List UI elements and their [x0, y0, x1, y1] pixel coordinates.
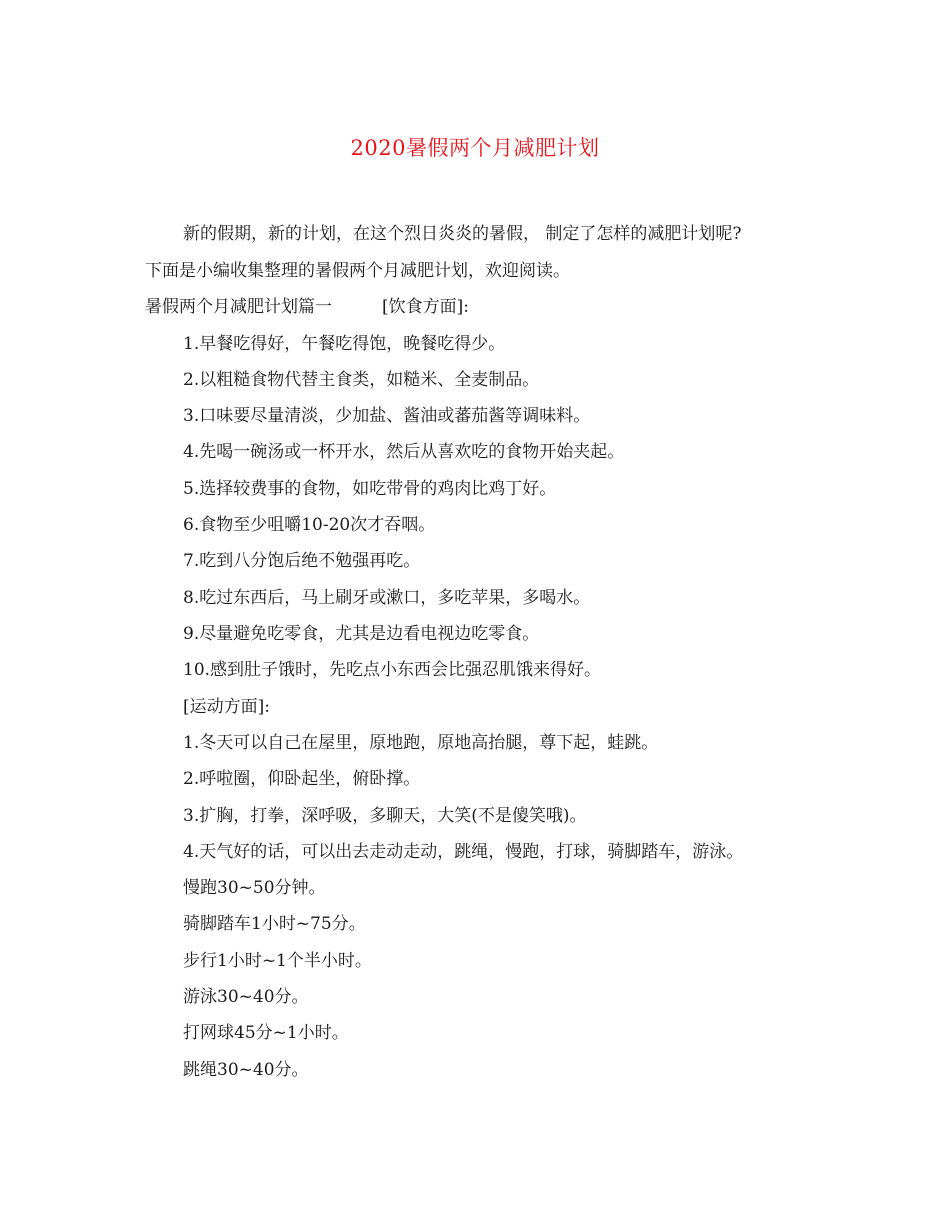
diet-item: 10.感到肚子饿时，先吃点小东西会比强忍肌饿来得好。 — [183, 660, 602, 680]
diet-item: 8.吃过东西后，马上刷牙或漱口，多吃苹果，多喝水。 — [183, 588, 591, 608]
diet-item: 3.口味要尽量清淡，少加盐、酱油或蕃茄酱等调味料。 — [183, 406, 591, 426]
document-title: 2020暑假两个月减肥计划 — [350, 136, 600, 160]
duration-item: 慢跑30~50分钟。 — [183, 878, 326, 898]
exercise-item: 1.冬天可以自己在屋里，原地跑，原地高抬腿，尊下起，蛙跳。 — [183, 733, 659, 753]
intro-paragraph-line-2: 下面是小编收集整理的暑假两个月减肥计划，欢迎阅读。 — [145, 261, 570, 281]
duration-item: 步行1小时~1个半小时。 — [183, 951, 372, 971]
duration-item: 骑脚踏车1小时~75分。 — [183, 914, 366, 934]
exercise-heading: [运动方面]: — [183, 697, 270, 717]
exercise-item: 4.天气好的话，可以出去走动走动，跳绳，慢跑，打球，骑脚踏车，游泳。 — [183, 842, 744, 862]
diet-item: 5.选择较费事的食物，如吃带骨的鸡肉比鸡丁好。 — [183, 479, 557, 499]
intro-paragraph-line-1: 新的假期，新的计划，在这个烈日炎炎的暑假， 制定了怎样的减肥计划呢? — [183, 224, 742, 244]
duration-item: 游泳30~40分。 — [183, 987, 309, 1007]
diet-item: 1.早餐吃得好，午餐吃得饱，晚餐吃得少。 — [183, 334, 506, 354]
exercise-item: 3.扩胸，打拳，深呼吸，多聊天，大笑(不是傻笑哦)。 — [183, 806, 587, 826]
section-heading-row — [145, 295, 469, 319]
diet-item: 6.食物至少咀嚼10-20次才吞咽。 — [183, 515, 436, 535]
section-heading: 暑假两个月减肥计划篇一 — [145, 297, 332, 317]
diet-item: 2.以粗糙食物代替主食类，如糙米、全麦制品。 — [183, 370, 540, 390]
duration-item: 跳绳30~40分。 — [183, 1060, 309, 1080]
diet-item: 9.尽量避免吃零食，尤其是边看电视边吃零食。 — [183, 624, 540, 644]
exercise-item: 2.呼啦圈，仰卧起坐，俯卧撑。 — [183, 769, 421, 789]
duration-item: 打网球45分~1小时。 — [183, 1023, 349, 1043]
diet-item: 4.先喝一碗汤或一杯开水，然后从喜欢吃的食物开始夹起。 — [183, 442, 625, 462]
diet-heading: [饮食方面]: — [382, 297, 469, 317]
diet-item: 7.吃到八分饱后绝不勉强再吃。 — [183, 551, 421, 571]
